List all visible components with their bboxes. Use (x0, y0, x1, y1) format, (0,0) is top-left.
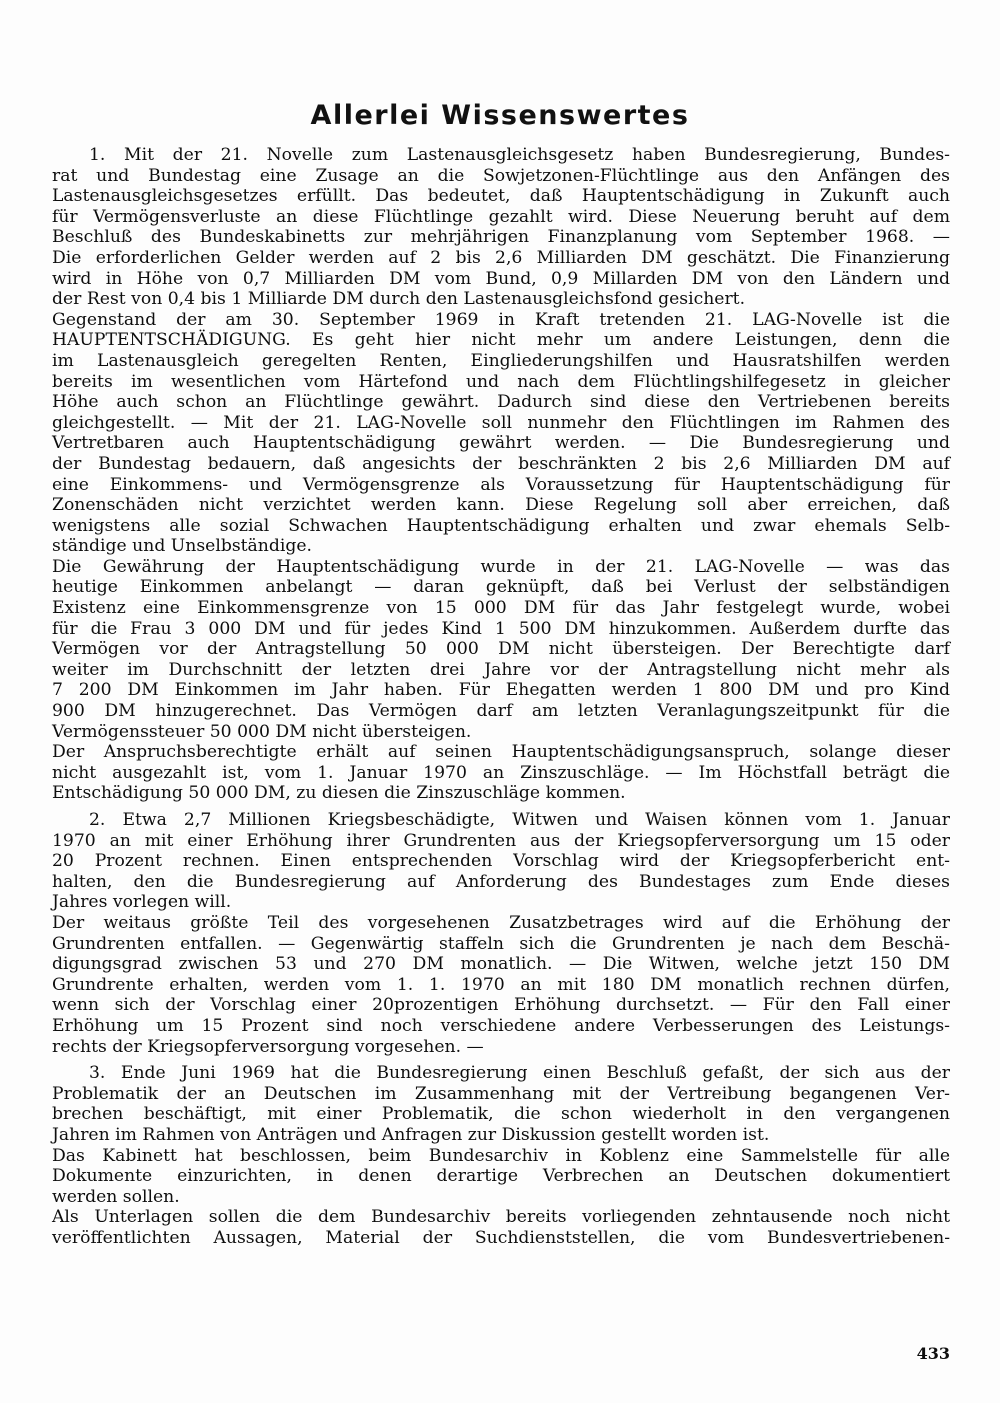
text-line: Grundrente erhalten, werden vom 1. 1. 1970 an mit 180 DM monatlich rechnen dürfen, (52, 974, 950, 995)
text-line: Der Anspruchsberechtigte erhält auf seinen Hauptentschädigungsanspruch, solange dieser (52, 742, 950, 763)
paragraph (52, 810, 950, 913)
section-1 (52, 145, 950, 804)
text-line: eine Einkommens- und Vermögensgrenze als Voraussetzung für Hauptentschädigung für (52, 474, 950, 495)
text-line: Existenz eine Einkommensgrenze von 15 000 DM für das Jahr festgelegt wurde, wobei (52, 598, 950, 619)
text-line: bereits im wesentlichen vom Härtefond und nach dem Flüchtlingshilfegesetz in gleicher (52, 371, 950, 392)
text-line: Dokumente einzurichten, in denen derartige Verbrechen an Deutschen dokumentiert (52, 1166, 950, 1187)
paragraph (52, 1063, 950, 1145)
text-line: Zonenschäden nicht verzichtet werden kann. Diese Regelung soll aber erreichen, daß (52, 495, 950, 516)
text-line: Jahren im Rahmen von Anträgen und Anfragen zur Diskussion gestellt worden ist. (52, 1124, 770, 1145)
text-line: Problematik der an Deutschen im Zusammenhang mit der Vertreibung begangenen Ver- (52, 1083, 950, 1104)
text-line: Lastenausgleichsgesetzes erfüllt. Das bedeutet, daß Hauptentschädigung in Zukunft auch (52, 186, 950, 207)
text-line: für Vermögensverluste an diese Flüchtlinge gezahlt wird. Diese Neuerung beruht auf dem (52, 206, 950, 227)
text-line: nicht ausgezahlt ist, vom 1. Januar 1970 an Zinszuschläge. — Im Höchstfall beträgt die (52, 762, 950, 783)
text-line: im Lastenausgleich geregelten Renten, Eingliederungshilfen und Hausratshilfen werden (52, 350, 950, 371)
text-line: Vermögen vor der Antragstellung 50 000 DM nicht übersteigen. Der Berechtigte darf (52, 639, 950, 660)
text-line: Gegenstand der am 30. September 1969 in Kraft tretenden 21. LAG-Novelle ist die (52, 309, 950, 330)
text-line: ständige und Unselbständige. (52, 536, 313, 557)
text-line: Vermögenssteuer 50 000 DM nicht übersteigen. (52, 721, 472, 742)
paragraph (52, 913, 950, 1057)
text-line: Die Gewährung der Hauptentschädigung wurde in der 21. LAG-Novelle — was das (52, 556, 950, 577)
text-line: veröffentlichten Aussagen, Material der Suchdienststellen, die vom Bundesvertriebenen- (52, 1227, 950, 1248)
paragraph (52, 557, 950, 742)
page-title: Allerlei Wissenswertes (310, 100, 690, 131)
text-line: 2. Etwa 2,7 Millionen Kriegsbeschädigte, Witwen und Waisen können vom 1. Januar (89, 810, 950, 830)
text-line: Beschluß des Bundeskabinetts zur mehrjährigen Finanzplanung vom September 1968. — (52, 227, 950, 248)
section-2 (52, 810, 950, 1057)
text-line: 1970 an mit einer Erhöhung ihrer Grundrenten aus der Kriegsopferversorgung um 15 oder (52, 830, 950, 851)
text-line: Die erforderlichen Gelder werden auf 2 bis 2,6 Milliarden DM geschätzt. Die Finanzierung (52, 247, 950, 268)
page-number: 433 (916, 1344, 950, 1363)
text-line: HAUPTENTSCHÄDIGUNG. Es geht hier nicht mehr um andere Leistungen, denn die (52, 330, 950, 351)
text-line: Erhöhung um 15 Prozent sind noch verschiedene andere Verbesserungen des Leistungs- (52, 1015, 950, 1036)
text-line: Entschädigung 50 000 DM, zu diesen die Zinszuschläge kommen. (52, 783, 626, 804)
text-line: werden sollen. (52, 1186, 180, 1207)
text-line: heutige Einkommen anbelangt — daran geknüpft, daß bei Verlust der selbständigen (52, 577, 950, 598)
text-line: brechen beschäftigt, mit einer Problematik, die schon wiederholt in den vergangenen (52, 1104, 950, 1125)
text-line: 20 Prozent rechnen. Einen entsprechenden Vorschlag wird der Kriegsopferbericht ent- (52, 851, 950, 872)
text-line: Vertretbaren auch Hauptentschädigung gewährt werden. — Die Bundesregierung und (52, 433, 950, 454)
text-line: der Rest von 0,4 bis 1 Milliarde DM durch den Lastenausgleichsfond gesichert. (52, 289, 746, 310)
text-line: wenigstens alle sozial Schwachen Hauptentschädigung erhalten und zwar ehemals Selb- (52, 515, 950, 536)
text-line: wenn sich der Vorschlag einer 20prozentigen Erhöhung durchsetzt. — Für den Fall einer (52, 995, 950, 1016)
article-body (52, 145, 950, 1248)
text-line: rechts der Kriegsopferversorgung vorgesehen. — (52, 1036, 484, 1057)
text-line: Das Kabinett hat beschlossen, beim Bundesarchiv in Koblenz eine Sammelstelle für alle (52, 1145, 950, 1166)
paragraph (52, 145, 950, 310)
text-line: halten, den die Bundesregierung auf Anforderung des Bundestages zum Ende dieses (52, 871, 950, 892)
paragraph (52, 742, 950, 804)
text-line: Grundrenten entfallen. — Gegenwärtig staffeln sich die Grundrenten je nach dem Beschä- (52, 933, 950, 954)
text-line: für die Frau 3 000 DM und für jedes Kind 1 500 DM hinzukommen. Außerdem durfte das (52, 618, 950, 639)
paragraph (52, 1207, 950, 1248)
text-line: der Bundestag bedauern, daß angesichts der beschränkten 2 bis 2,6 Milliarden DM auf (52, 453, 950, 474)
paragraph (52, 310, 950, 557)
text-line: gleichgestellt. — Mit der 21. LAG-Novelle soll nunmehr den Flüchtlingen im Rahmen des (52, 412, 950, 433)
text-line: Jahres vorlegen will. (52, 892, 232, 913)
text-line: Der weitaus größte Teil des vorgesehenen Zusatzbetrages wird auf die Erhöhung der (52, 912, 950, 933)
section-3 (52, 1063, 950, 1248)
text-line: 1. Mit der 21. Novelle zum Lastenausgleichsgesetz haben Bundesregierung, Bundes- (89, 145, 950, 165)
text-line: weiter im Durchschnitt der letzten drei Jahre vor der Antragstellung nicht mehr als (52, 659, 950, 680)
text-line: 3. Ende Juni 1969 hat die Bundesregierung einen Beschluß gefaßt, der sich aus der (89, 1063, 950, 1084)
text-line: rat und Bundestag eine Zusage an die Sowjetzonen-Flüchtlinge aus den Anfängen des (52, 165, 950, 186)
text-line: wird in Höhe von 0,7 Milliarden DM vom Bund, 0,9 Millarden DM von den Ländern und (52, 268, 950, 289)
text-line: Höhe auch schon an Flüchtlinge gewährt. Dadurch sind diese den Vertriebenen bereits (52, 392, 950, 413)
paragraph (52, 1146, 950, 1208)
text-line: digungsgrad zwischen 53 und 270 DM monatlich. — Die Witwen, welche jetzt 150 DM (52, 954, 950, 975)
text-line: 7 200 DM Einkommen im Jahr haben. Für Ehegatten werden 1 800 DM und pro Kind (52, 680, 950, 701)
text-line: Als Unterlagen sollen die dem Bundesarchiv bereits vorliegenden zehntausende noch nicht (52, 1207, 950, 1228)
text-line: 900 DM hinzugerechnet. Das Vermögen darf am letzten Veranlagungszeitpunkt für die (52, 701, 950, 722)
